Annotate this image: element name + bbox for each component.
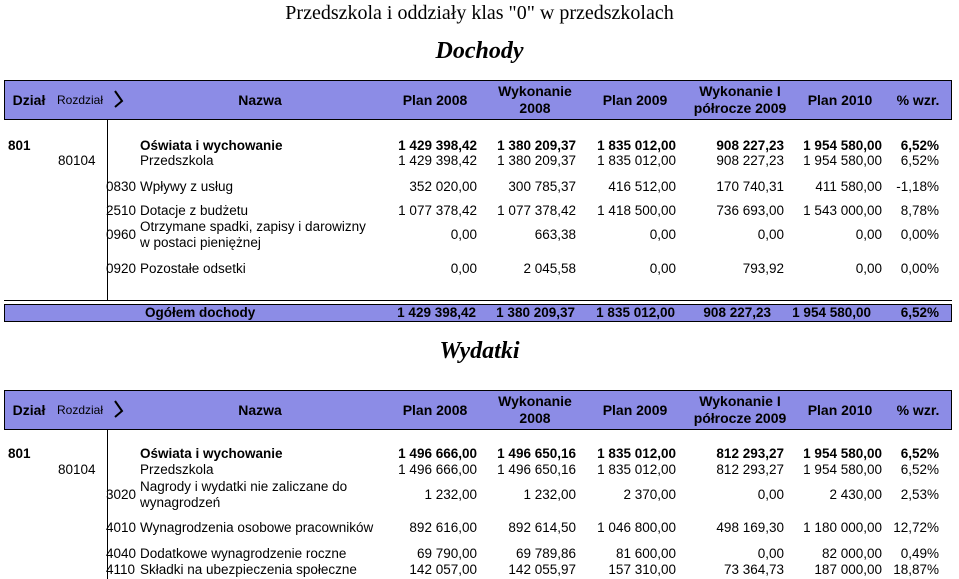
total-wzr: 6,52% — [900, 305, 939, 320]
paragraf-code: 4040 — [106, 546, 137, 561]
plan-2008: 69 790,00 — [416, 546, 477, 561]
plan-2008: 142 057,00 — [409, 562, 477, 577]
header-wyk2009-line2: półrocze 2009 — [693, 410, 787, 426]
plan-2009: 1 835 012,00 — [597, 462, 676, 477]
total-wyk-2008: 1 380 209,37 — [496, 305, 575, 320]
plan-2010: 2 430,00 — [829, 487, 882, 502]
row-name: Dotacje z budżetu — [140, 203, 249, 218]
wyk-2008: 663,38 — [534, 227, 576, 242]
wzr: 0,00% — [900, 261, 939, 276]
total-label: Ogółem dochody — [145, 305, 256, 320]
plan-2010: 0,00 — [855, 227, 882, 242]
wyk-2008: 892 614,50 — [508, 520, 576, 535]
wyk-2008: 1 077 378,42 — [497, 203, 576, 218]
paragraf-code: 0830 — [106, 179, 137, 194]
wzr: 6,52% — [900, 446, 939, 461]
wzr: 6,52% — [900, 462, 939, 477]
wyk-2008: 1 232,00 — [523, 487, 576, 502]
wyk-2009: 793,92 — [742, 261, 784, 276]
plan-2010: 1 543 000,00 — [803, 203, 882, 218]
header-wyk2009-line1: Wykonanie I — [699, 83, 781, 99]
plan-2010: 82 000,00 — [821, 546, 882, 561]
plan-2009: 2 370,00 — [623, 487, 676, 502]
wyk-2009: 812 293,27 — [716, 462, 784, 477]
wzr: 0,00% — [900, 227, 939, 242]
plan-2008: 1 496 666,00 — [398, 462, 477, 477]
total-plan-2009: 1 835 012,00 — [596, 305, 675, 320]
row-name: Oświata i wychowanie — [140, 446, 283, 461]
income-total-row — [4, 304, 952, 322]
row-name: Składki na ubezpieczenia społeczne — [140, 562, 357, 577]
wyk-2009: 908 227,23 — [716, 138, 784, 153]
row-name-line1: Otrzymane spadki, zapisy i darowizny — [140, 219, 366, 234]
wyk-2009: 0,00 — [757, 546, 784, 561]
total-wyk-2009: 908 227,23 — [703, 305, 771, 320]
header-wzr: % wzr. — [896, 401, 940, 418]
wzr: 2,53% — [900, 487, 939, 502]
wzr: -1,18% — [896, 179, 939, 194]
header-wyk2009-line1: Wykonanie I — [699, 393, 781, 409]
header-rozdzial: Rozdział — [56, 402, 104, 417]
wyk-2009: 0,00 — [757, 227, 784, 242]
row-name-line1: Nagrody i wydatki nie zaliczane do — [140, 479, 348, 494]
plan-2010: 1 180 000,00 — [803, 520, 882, 535]
plan-2010: 1 954 580,00 — [803, 446, 882, 461]
total-plan-2008: 1 429 398,42 — [397, 305, 476, 320]
pencil-icon — [113, 399, 127, 419]
header-nazwa: Nazwa — [238, 91, 282, 108]
row-name: Pozostałe odsetki — [140, 261, 246, 276]
total-plan-2010: 1 954 580,00 — [792, 305, 871, 320]
header-nazwa: Nazwa — [238, 401, 282, 418]
header-wyk2008-line1: Wykonanie — [498, 393, 572, 409]
header-plan2008: Plan 2008 — [402, 91, 468, 108]
paragraf-code: 4110 — [106, 562, 136, 577]
paragraf-code: 4010 — [106, 520, 137, 535]
plan-2010: 411 580,00 — [815, 179, 882, 194]
plan-2009: 157 310,00 — [608, 562, 676, 577]
wyk-2009: 0,00 — [757, 487, 784, 502]
row-name: Oświata i wychowanie — [140, 138, 283, 153]
header-plan2009: Plan 2009 — [602, 91, 668, 108]
row-name-line2: w postaci pieniężnej — [140, 235, 261, 250]
wyk-2008: 2 045,58 — [523, 261, 576, 276]
wyk-2008: 142 055,97 — [508, 562, 576, 577]
wyk-2009: 736 693,00 — [716, 203, 784, 218]
expense-section-title: Wydatki — [439, 338, 520, 364]
header-plan2010: Plan 2010 — [807, 401, 873, 418]
plan-2009: 1 418 500,00 — [597, 203, 676, 218]
paragraf-code: 3020 — [106, 487, 137, 502]
wyk-2009: 908 227,23 — [716, 153, 784, 168]
plan-2008: 1 232,00 — [424, 487, 477, 502]
header-wyk2009 — [685, 391, 795, 429]
row-name: Wpływy z usług — [140, 179, 234, 194]
header-wyk2008-line2: 2008 — [519, 410, 551, 426]
wzr: 6,52% — [900, 153, 939, 168]
wyk-2008: 1 380 209,37 — [497, 138, 576, 153]
plan-2009: 1 835 012,00 — [597, 138, 676, 153]
plan-2010: 187 000,00 — [814, 562, 882, 577]
row-name: Przedszkola — [140, 153, 214, 168]
row-name: Dodatkowe wynagrodzenie roczne — [140, 546, 347, 561]
plan-2009: 81 600,00 — [615, 546, 676, 561]
wyk-2009: 498 169,30 — [716, 520, 784, 535]
wyk-2008: 69 789,86 — [515, 546, 576, 561]
plan-2008: 1 496 666,00 — [398, 446, 477, 461]
header-plan2009: Plan 2009 — [602, 401, 668, 418]
wyk-2009: 73 364,73 — [723, 562, 784, 577]
header-wyk2008 — [485, 81, 585, 119]
plan-2008: 0,00 — [450, 227, 477, 242]
header-wzr: % wzr. — [896, 91, 940, 108]
plan-2009: 0,00 — [649, 261, 676, 276]
rozdzial-code: 80104 — [58, 153, 96, 168]
wzr: 8,78% — [900, 203, 939, 218]
paragraf-code: 0920 — [106, 261, 137, 276]
dzial-code: 801 — [8, 138, 31, 153]
wyk-2008: 1 496 650,16 — [497, 462, 576, 477]
plan-2009: 1 835 012,00 — [597, 446, 676, 461]
row-name: Przedszkola — [140, 462, 214, 477]
wyk-2008: 1 496 650,16 — [497, 446, 576, 461]
plan-2009: 1 046 800,00 — [597, 520, 676, 535]
wzr: 6,52% — [900, 138, 939, 153]
wzr: 0,49% — [900, 546, 939, 561]
header-wyk2009-line2: półrocze 2009 — [693, 100, 787, 116]
wyk-2008: 300 785,37 — [508, 179, 576, 194]
row-name-line2: wynagrodzeń — [140, 495, 221, 510]
income-table-header — [4, 80, 952, 120]
wyk-2009: 170 740,31 — [716, 179, 784, 194]
header-plan2010: Plan 2010 — [807, 91, 873, 108]
plan-2009: 1 835 012,00 — [597, 153, 676, 168]
header-wyk2008 — [485, 391, 585, 429]
header-wyk2008-line1: Wykonanie — [498, 83, 572, 99]
plan-2008: 1 429 398,42 — [398, 153, 477, 168]
plan-2010: 1 954 580,00 — [803, 153, 882, 168]
header-wyk2009 — [685, 81, 795, 119]
wyk-2008: 1 380 209,37 — [497, 153, 576, 168]
plan-2008: 1 429 398,42 — [398, 138, 477, 153]
plan-2010: 1 954 580,00 — [803, 462, 882, 477]
paragraf-code: 0960 — [106, 227, 137, 242]
plan-2009: 416 512,00 — [608, 179, 676, 194]
plan-2010: 0,00 — [855, 261, 882, 276]
plan-2009: 0,00 — [649, 227, 676, 242]
row-name: Wynagrodzenia osobowe pracowników — [140, 520, 374, 535]
wzr: 12,72% — [893, 520, 939, 535]
page-title: Przedszkola i oddziały klas "0" w przedszkolach — [285, 2, 674, 24]
header-plan2008: Plan 2008 — [402, 401, 468, 418]
plan-2008: 1 077 378,42 — [398, 203, 477, 218]
paragraf-code: 2510 — [106, 203, 137, 218]
plan-2010: 1 954 580,00 — [803, 138, 882, 153]
plan-2008: 0,00 — [450, 261, 477, 276]
header-dzial: Dział — [12, 91, 46, 108]
header-dzial: Dział — [12, 401, 46, 418]
income-divider-line — [4, 300, 952, 301]
dzial-code: 801 — [8, 446, 31, 461]
expense-table-header — [4, 390, 952, 430]
plan-2008: 352 020,00 — [409, 179, 477, 194]
header-wyk2008-line2: 2008 — [519, 100, 551, 116]
income-section-title: Dochody — [435, 38, 524, 64]
wzr: 18,87% — [893, 562, 939, 577]
wyk-2009: 812 293,27 — [716, 446, 784, 461]
header-rozdzial: Rozdział — [56, 92, 104, 107]
plan-2008: 892 616,00 — [409, 520, 477, 535]
pencil-icon — [113, 89, 127, 109]
rozdzial-code: 80104 — [58, 462, 96, 477]
